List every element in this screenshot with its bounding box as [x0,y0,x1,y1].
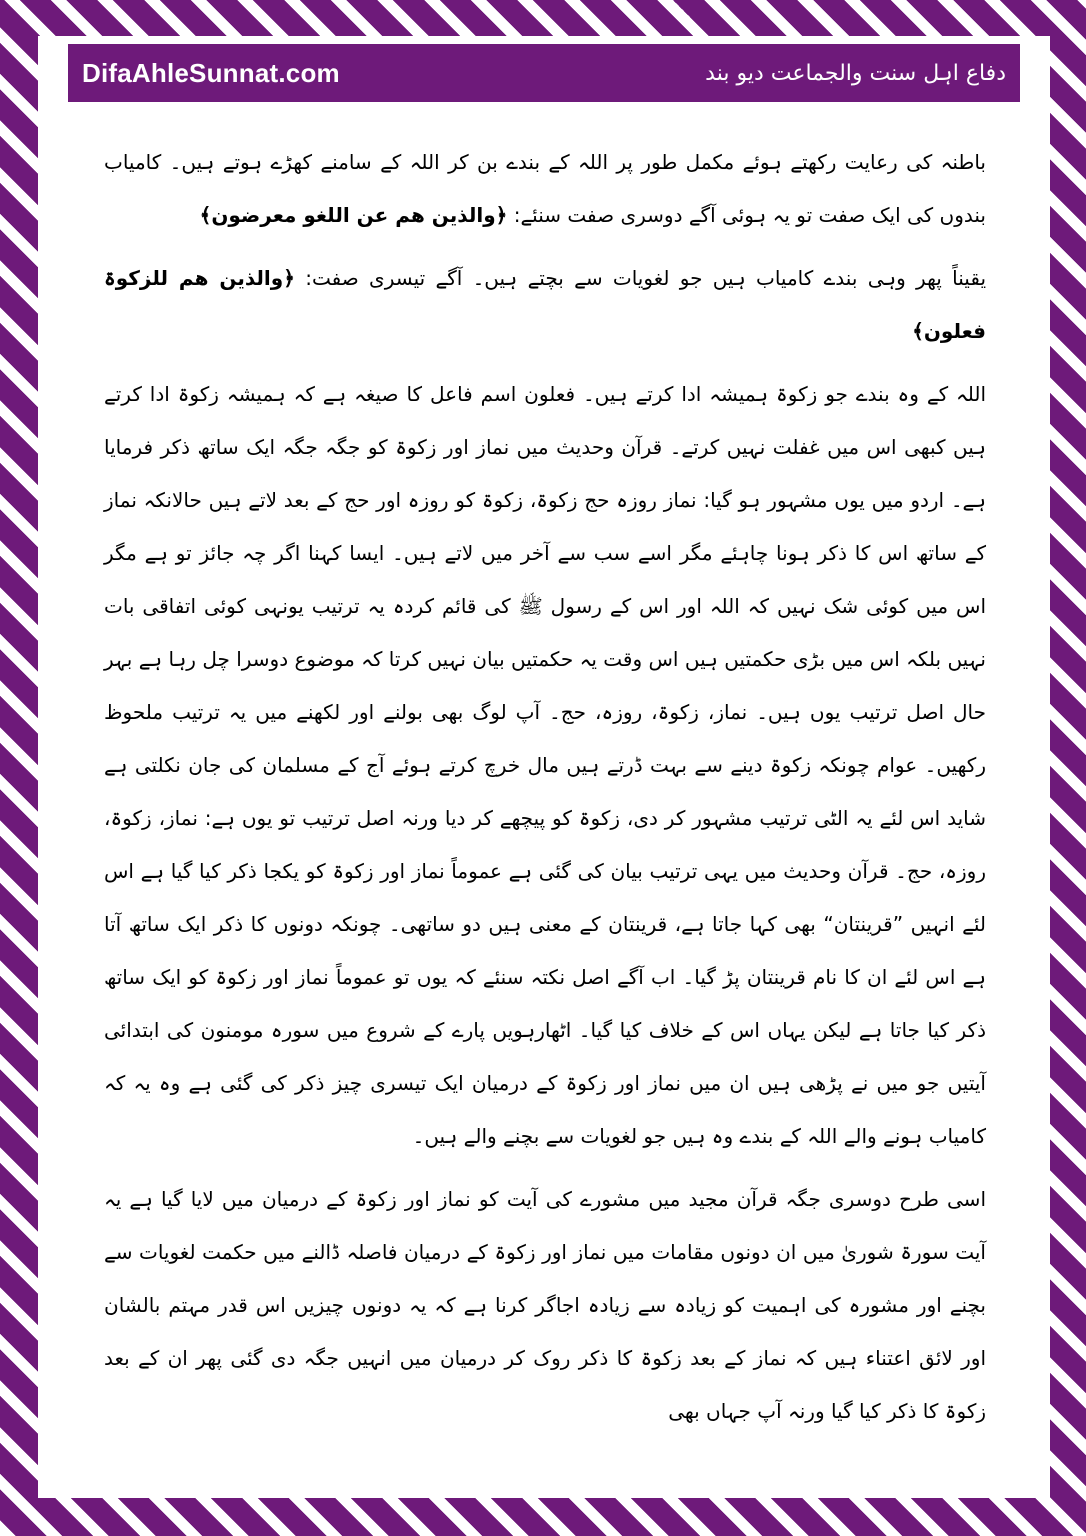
paragraph-2 [104,252,986,358]
ayah-2: والذین هم للزکوۃ فعلون [104,266,986,343]
paragraph-1 [104,136,986,242]
paragraph-4: اسی طرح دوسری جگہ قرآن مجید میں مشورے کی آیت کو نماز اور زکوۃ کے درمیان میں لایا گیا ہے یہ آیت سورۃ شوریٰ میں ان دونوں مقامات میں نماز اور زکوۃ کے درمیان فاصلہ ڈالنے میں حکمت لغویات سے بچنے اور مشورہ کی اہمیت کو زیادہ سے زیادہ اجاگر کرنا ہے کہ یہ دونوں چیزیں اس قدر مہتم بالشان اور لائق اعتناء ہیں کہ نماز کے بعد زکوۃ کا ذکر روک کر درمیان میں انہیں جگہ دی گئی پھر ان کے بعد زکوۃ کا ذکر کیا گیا ورنہ آپ جہاں بھی [104,1187,986,1423]
article-body [104,136,986,1476]
header-bar [68,44,1020,102]
ayah-bracket-open: ﴿ [283,266,295,290]
site-name[interactable]: DifaAhleSunnat.com [82,57,340,88]
ayah-bracket-close: ﴾ [199,203,212,227]
paragraph-2-text: یقیناً پھر وہی بندے کامیاب ہیں جو لغویات سے بچتے ہیں۔ آگے تیسری صفت: [305,266,987,290]
ayah-1: والذین هم عن اللغو معرضون [211,203,496,227]
ayah-bracket-close: ﴾ [912,319,924,343]
paragraph-1-text: باطنہ کی رعایت رکھتے ہوئے مکمل طور پر اللہ کے بندے بن کر اللہ کے سامنے کھڑے ہوتے ہیں۔ کامیاب بندوں کی ایک صفت تو یہ ہوئی آگے دوسری صفت سنئے: [104,150,986,227]
ayah-bracket-open: ﴿ [495,203,508,227]
header-title: دفاع اہل سنت والجماعت دیو بند [705,60,1006,86]
paragraph-3: اللہ کے وہ بندے جو زکوۃ ہمیشہ ادا کرتے ہیں۔ فعلون اسم فاعل کا صیغہ ہے کہ ہمیشہ زکوۃ ادا کرتے ہیں کبھی اس میں غفلت نہیں کرتے۔ قرآن وحدیث میں نماز اور زکوۃ کو جگہ جگہ ایک ساتھ ذکر فرمایا ہے۔ اردو میں یوں مشہور ہو گیا: نماز روزہ حج زکوۃ، زکوۃ کو روزہ اور حج کے بعد لاتے ہیں حالانکہ نماز کے ساتھ اس کا ذکر ہونا چاہئے مگر اسے سب سے آخر میں لاتے ہیں۔ ایسا کہنا اگر چہ جائز تو ہے مگر اس میں کوئی شک نہیں کہ اللہ اور اس کے رسول ﷺ کی قائم کردہ یہ ترتیب یونہی کوئی اتفاقی بات نہیں بلکہ اس میں بڑی حکمتیں ہیں اس وقت یہ حکمتیں بیان نہیں کرتا کہ موضوع دوسرا چل رہا ہے بہر حال اصل ترتیب یوں ہیں۔ نماز، زکوۃ، روزہ، حج۔ آپ لوگ بھی بولنے اور لکھنے میں یہ ترتیب ملحوظ رکھیں۔ عوام چونکہ زکوۃ دینے سے بہت ڈرتے ہیں مال خرچ کرتے ہوئے آج کے مسلمان کی جان نکلتی ہے شاید اس لئے یہ الٹی ترتیب مشہور کر دی، زکوۃ کو پیچھے کر دیا ورنہ اصل ترتیب تو یوں ہے: نماز، زکوۃ، روزہ، حج۔ قرآن وحدیث میں یہی ترتیب بیان کی گئی ہے عموماً نماز اور زکوۃ کو یکجا ذکر کیا گیا ہے اس لئے انہیں ”قرینتان“ بھی کہا جاتا ہے، قرینتان کے معنی ہیں دو ساتھی۔ چونکہ دونوں کا ذکر ایک ساتھ آتا ہے اس لئے ان کا نام قرینتان پڑ گیا۔ اب آگے اصل نکتہ سنئے کہ یوں تو عموماً نماز اور زکوۃ کو ایک ساتھ ذکر کیا جاتا ہے لیکن یہاں اس کے خلاف کیا گیا۔ اٹھارہویں پارے کے شروع میں سورہ مومنون کی ابتدائی آیتیں جو میں نے پڑھی ہیں ان میں نماز اور زکوۃ کے درمیان ایک تیسری چیز ذکر کی گئی ہے وہ یہ کہ کامیاب ہونے والے اللہ کے بندے وہ ہیں جو لغویات سے بچنے والے ہیں۔ [104,382,986,1148]
